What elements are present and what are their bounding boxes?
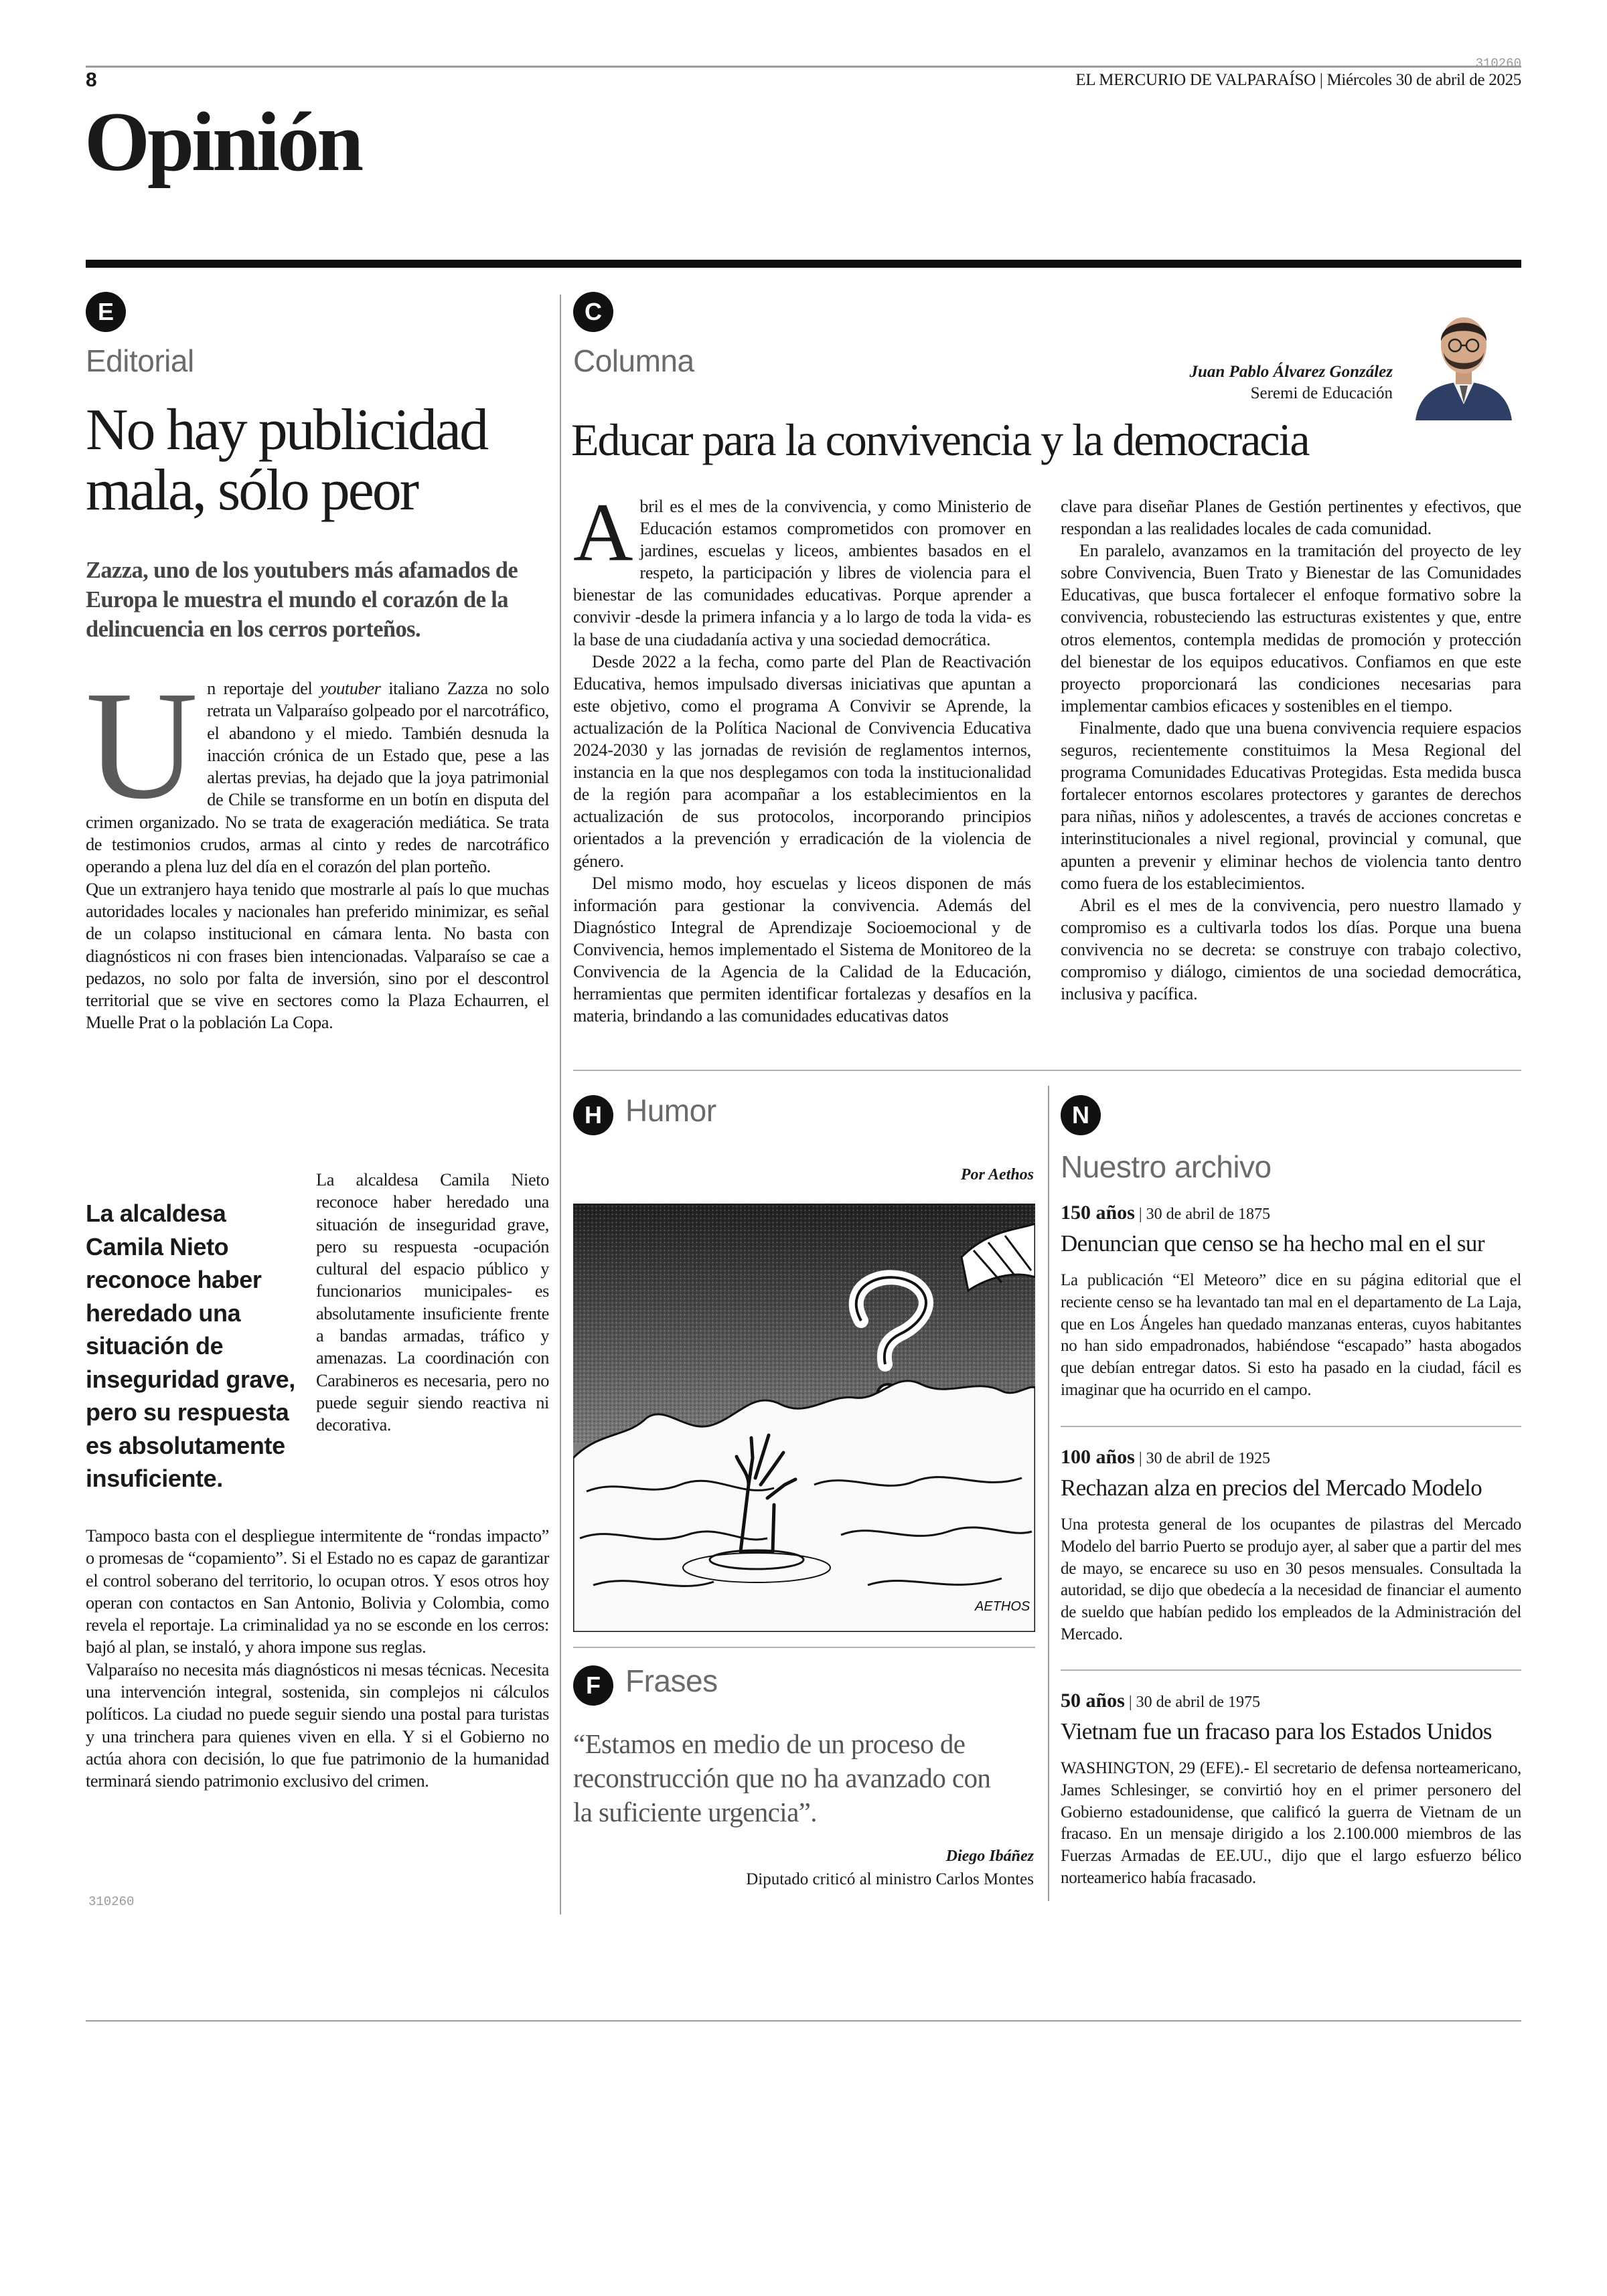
ghost-code: 310260: [1475, 56, 1521, 71]
column-paragraph-2: Desde 2022 a la fecha, como parte del Plan de Reactivación Educativa, hemos impulsado diversas iniciativas que apuntan a este objetivo, como el programa A Convivir se Aprende, la actualización de la Política Nacional de Convivencia Educativa 2024-2030 y las jornadas de revisión de reglamentos internos, instancia en la que nos desplegamos con toda la institucionalidad de la región para acompañar a los establecimientos en la actualización de sus protocolos, incorporando principios orientados a la prevención y erradicación de la violencia de género.: [573, 651, 1031, 871]
author-photo: [1406, 303, 1521, 420]
archive-kicker: Nuestro archivo: [1061, 1149, 1272, 1184]
archive-item: 50 años | 30 de abril de 1975 Vietnam fue un fracaso para los Estados Unidos WASHINGTON, 29 (EFE).- El secretario de defensa norteamericano, James Schlesinger, se convirtió hoy en el primer personero del Gobierno estadounidense, que calificó la guerra de Vietnam de un fracaso. En un mensaje dirigido a los 2.100.000 miembros de las Fuerzas Armadas de EE.UU., dijo que el largo esfuerzo bélico norteamerico había fracasado.: [1061, 1690, 1521, 1890]
section-title: Opinión: [84, 96, 362, 189]
column-badge: C: [573, 292, 613, 332]
archive-item-years: 150 años: [1061, 1202, 1135, 1224]
archive-item-date: 30 de abril de 1875: [1146, 1206, 1270, 1223]
editorial-kicker: Editorial: [86, 343, 194, 378]
humor-cartoon: [573, 1204, 1035, 1632]
editorial-paragraph-3: La alcaldesa Camila Nieto reconoce haber heredado una situación de inseguridad grave, pero su respuesta -ocupación cultural del espacio público y funcionarios municipales- es absolutamente insuficiente frente a bandas armadas, tráfico y amenazas. La coordinación con Carabineros es necesaria, pero no puede seguir siendo reactiva ni decorativa.: [316, 1169, 549, 1435]
archive-item-body: Una protesta general de los ocupantes de pilastras del Mercado Modelo del barrio Puerto se produjo ayer, al saber que a partir del mes de mayo, se encarece su uso en 30 pesos mensuales. Consultada la autoridad, se dijo que obedecía a la necesidad de financiar el aumento de sueldo que habían pedido los empleados de la Administración del Mercado.: [1061, 1515, 1521, 1643]
section-rule: [86, 260, 1521, 268]
column-author-role: Seremi de Educación: [1250, 384, 1393, 402]
column-divider-right: [1048, 1086, 1049, 1901]
column-body-right: [1061, 495, 1521, 1005]
frases-speaker: Diego Ibáñez: [945, 1848, 1034, 1865]
column-bottom-rule: [573, 1070, 1521, 1071]
humor-badge: H: [573, 1095, 613, 1135]
humor-kicker: Humor: [625, 1093, 716, 1128]
archive-item-body: La publicación “El Meteoro” dice en su página editorial que el reciente censo se ha levantado tan mal en el departamento de La Laja, que en Los Ángeles han quedado manzanas enteras, cuyos habitantes no han sido empadronados, habiéndose “escapado” hasta abogados que debían entregar datos. Si esto ha pasado en la ciudad, fácil es imaginar que ha ocurrido en el campo.: [1061, 1271, 1521, 1399]
archive-divider: [1061, 1669, 1521, 1671]
archive-item-date: 30 de abril de 1925: [1146, 1450, 1270, 1467]
masthead: EL MERCURIO DE VALPARAÍSO | Miércoles 30 de abril de 2025: [1075, 71, 1521, 89]
column-paragraph-6: Finalmente, dado que una buena convivencia requiere espacios seguros, recientemente constituimos la Mesa Regional del programa Comunidades Educativas Protegidas. Esta medida busca fortalecer entornos escolares protectores y garantes de derechos para niñas, niños y adolescentes, a través de acciones concretas e interinstitucionales a nivel regional, provincial y comunal, que apunten a prevenir y eliminar hechos de violencia tanto dentro como fuera de los establecimientos.: [1061, 718, 1521, 893]
editorial-paragraph-5: Valparaíso no necesita más diagnósticos ni mesas técnicas. Necesita una intervención integral, sostenida, sin complejos ni cálculos políticos. La ciudad no puede seguir siendo una postal para turistas y una trinchera para quienes viven en ella. Y si el Gobierno no actúa ahora con decisión, lo que fue patrimonio de la humanidad terminará siendo patrimonio exclusivo del crimen.: [86, 1659, 549, 1791]
footer-rule: [86, 2020, 1521, 2022]
column-body-left: [573, 487, 1031, 1027]
archive-item-body: WASHINGTON, 29 (EFE).- El secretario de defensa norteamericano, James Schlesinger, se convirtió hoy en el primer personero del Gobierno estadounidense, que calificó la guerra de Vietnam de un fracaso. En un mensaje dirigido a los 2.100.000 miembros de las Fuerzas Armadas de EE.UU., dijo que el largo esfuerzo bélico norteamerico había fracasado.: [1061, 1759, 1521, 1887]
column-dropcap: A: [573, 487, 633, 578]
archive-item: 150 años | 30 de abril de 1875 Denuncian que censo se ha hecho mal en el sur La publicación “El Meteoro” dice en su página editorial que el reciente censo se ha levantado tan mal en el departamento de La Laja, que en Los Ángeles han quedado manzanas enteras, cuyos habitantes no han sido empadronados, habiéndose “escapado” hasta abogados que debían entregar datos. Si esto ha pasado en la ciudad, fácil es imaginar que ha ocurrido en el campo.: [1061, 1202, 1521, 1402]
column-paragraph-7: Abril es el mes de la convivencia, pero nuestro llamado y compromiso es a cultivarla todos los días. Porque una buena convivencia no se decreta: se construye con trabajo colectivo, compromiso y diálogo, cimientos de una sociedad democrática, inclusiva y pacífica.: [1061, 895, 1521, 1004]
archive-badge: N: [1061, 1095, 1101, 1135]
editorial-headline-line1: No hay publicidad: [86, 398, 487, 463]
top-rule: [86, 66, 1521, 68]
editorial-badge: E: [86, 292, 126, 332]
archive-item-headline: Vietnam fue un fracaso para los Estados Unidos: [1061, 1718, 1492, 1744]
editorial-pullquote: La alcaldesa Camila Nieto reconoce haber heredado una situación de inseguridad grave, pero su respuesta es absolutamente insuficiente.: [86, 1200, 295, 1492]
editorial-headline: [86, 400, 554, 521]
cartoon-signature: AETHOS: [975, 1599, 1030, 1614]
editorial-paragraph-4: Tampoco basta con el despliegue intermitente de “rondas impacto” o promesas de “copamiento”. Si el Estado no es capaz de garantizar el control soberano del territorio, lo ocupan otros. Y esos otros hoy operan con contactos en San Antonio, Bolivia y Colombia, como revela el reportaje. La criminalidad ya no se esconde en los cerros: bajó al plan, se instaló, y ahora impone sus reglas.: [86, 1526, 549, 1657]
editorial-lead: [86, 659, 549, 878]
archive-item: 100 años | 30 de abril de 1925 Rechazan alza en precios del Mercado Modelo Una protesta general de los ocupantes de pilastras del Mercado Modelo del barrio Puerto se produjo ayer, al saber que a partir del mes de mayo, se encarece su uso en 30 pesos mensuales. Consultada la autoridad, se dijo que obedecía a la necesidad de financiar el aumento de sueldo que habían pedido los empleados de la Administración del Mercado.: [1061, 1446, 1521, 1646]
editorial-headline-line2: mala, sólo peor: [86, 458, 418, 523]
editorial-lead-post: italiano Zazza no solo retrata un Valparaíso golpeado por el narcotráfico, el abandono y el miedo. También desnuda la inacción crónica de un Estado que, pese a las alertas previas, ha dejado que la joya patrimonial de Chile se transforme en un botín en disputa del crimen organizado. No se trata de exageración mediática. Se trata de testimonios crudos, armas al cinto y redes de narcotráfico operando a plena luz del día en el corazón del plan porteño.: [86, 678, 549, 877]
column-paragraph-4: clave para diseñar Planes de Gestión pertinentes y efectivos, que respondan a las realidades locales de cada comunidad.: [1061, 497, 1521, 539]
editorial-dek: Zazza, uno de los youtubers más afamados de Europa le muestra el mundo el corazón de la delincuencia en los cerros porteños.: [86, 558, 518, 642]
editorial-body-top: [86, 659, 549, 1034]
archive-item-date: 30 de abril de 1975: [1136, 1694, 1260, 1711]
page-number: 8: [86, 69, 97, 91]
archive-item-years: 100 años: [1061, 1446, 1135, 1468]
editorial-lead-pre: n reportaje del: [207, 678, 321, 698]
column-author: Juan Pablo Álvarez González: [1189, 363, 1393, 381]
column-kicker: Columna: [573, 343, 694, 378]
column-headline: Educar para la convivencia y la democracia: [571, 414, 1309, 465]
column-divider-left: [560, 295, 561, 1914]
humor-credit: Por Aethos: [960, 1166, 1034, 1183]
archive-item-headline: Denuncian que censo se ha hecho mal en el sur: [1061, 1230, 1484, 1256]
editorial-body-bottom: [86, 1525, 549, 1793]
editorial-lead-em: youtuber: [320, 678, 381, 698]
editorial-paragraph-2: Que un extranjero haya tenido que mostrarle al país lo que muchas autoridades locales y nacionales han preferido minimizar, es señal de un colapso institucional en cámara lenta. No basta con diagnósticos ni con frases bien intencionadas. Valparaíso se cae a pedazos, no solo por falta de inversión, sino por el descontrol territorial que se vive en sectores como la Plaza Echaurren, el Muelle Prat o la población La Copa.: [86, 878, 549, 1033]
column-paragraph-1: [573, 487, 1031, 651]
archive-divider: [1061, 1426, 1521, 1427]
frases-badge: F: [573, 1665, 613, 1706]
archive-item-years: 50 años: [1061, 1690, 1125, 1712]
archive-item-headline: Rechazan alza en precios del Mercado Modelo: [1061, 1475, 1482, 1501]
frases-speaker-role: Diputado criticó al ministro Carlos Montes: [746, 1870, 1034, 1888]
frases-quote: “Estamos en medio de un proceso de reconstrucción que no ha avanzado con la suficiente urgencia”.: [573, 1728, 991, 1827]
humor-bottom-rule: [573, 1647, 1035, 1648]
column-paragraph-1-text: bril es el mes de la convivencia, y como Ministerio de Educación estamos comprometidos con promover en jardines, escuelas y liceos, ambientes basados en el respeto, la participación y libres de violencia para el bienestar de las comunidades educativas. Porque aprender a convivir -desde la primera infancia y a lo largo de toda la vida- es la base de una ciudadanía activa y una sociedad democrática.: [573, 497, 1031, 649]
frases-kicker: Frases: [625, 1663, 718, 1698]
editorial-dropcap: U: [86, 659, 198, 831]
editorial-ghost-code: 310260: [88, 1894, 135, 1909]
column-paragraph-3: Del mismo modo, hoy escuelas y liceos disponen de más información para gestionar la convivencia. Además del Diagnóstico Integral de Aprendizaje Socioemocional y de Convivencia, hemos implementado el Sistema de Monitoreo de la Convivencia de la Agencia de la Calidad de la Educación, herramientas que permiten identificar fortalezas y desafíos en la materia, brindando a las comunidades educativas datos: [573, 873, 1031, 1026]
column-paragraph-5: En paralelo, avanzamos en la tramitación del proyecto de ley sobre Convivencia, Buen Trato y Bienestar de las Comunidades Educativas, que busca fortalecer el enfoque formativo sobre la convivencia, robusteciendo las estructuras existentes y que, entre otros elementos, contempla medidas de promoción y protección del bienestar de los equipos educativos. Confiamos en que este proyecto proporcionará las condiciones necesarias para implementar cambios eficaces y sostenibles en el tiempo.: [1061, 541, 1521, 716]
